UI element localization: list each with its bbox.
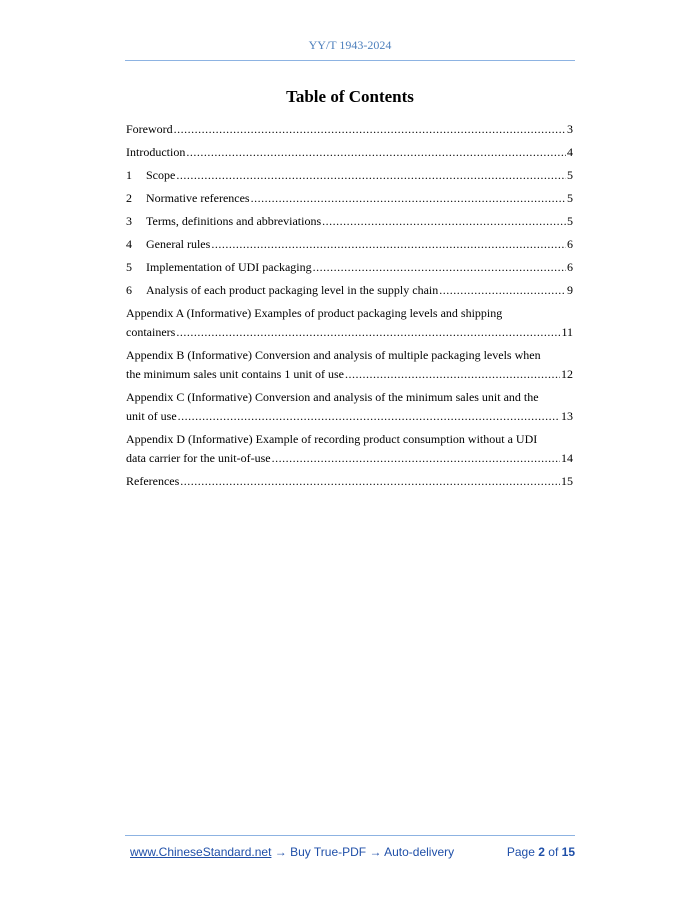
toc-dot-leader <box>251 189 566 208</box>
toc-section-title: data carrier for the unit-of-use <box>126 451 271 465</box>
page-total: 15 <box>561 845 575 859</box>
toc-page-number: 15 <box>561 474 573 488</box>
toc-section-number: 5 <box>126 260 132 274</box>
header-divider <box>125 60 575 61</box>
toc-section-title: Introduction <box>126 145 186 159</box>
toc-section-title: Analysis of each product packaging level in the supply chain <box>146 283 439 297</box>
toc-entry-line <box>126 212 573 231</box>
toc-section-title: the minimum sales unit contains 1 unit of use <box>126 367 344 381</box>
toc-page-number: 11 <box>561 325 573 339</box>
toc-entry-line <box>126 281 573 300</box>
toc-entry[interactable] <box>126 430 573 468</box>
toc-section-number: 3 <box>126 214 132 228</box>
toc-entry-line <box>126 120 573 139</box>
page-indicator <box>507 845 575 859</box>
toc-section-number: 2 <box>126 191 132 205</box>
toc-page-number: 5 <box>567 191 573 205</box>
toc-entry[interactable] <box>126 472 573 491</box>
toc-entry[interactable] <box>126 189 573 208</box>
toc-entry-line <box>126 449 573 468</box>
page-label: Page <box>506 845 535 859</box>
toc-page-number: 12 <box>561 367 573 381</box>
toc-entry[interactable] <box>126 235 573 254</box>
toc-section-title: General rules <box>146 237 211 251</box>
website-link[interactable]: www.ChineseStandard.net <box>130 845 272 859</box>
toc-entry-line <box>126 472 573 491</box>
toc-page-number: 4 <box>567 145 573 159</box>
toc-entry[interactable] <box>126 258 573 277</box>
toc-section-number: 4 <box>126 237 132 251</box>
toc-dot-leader <box>272 449 560 468</box>
toc-entry-title-line: Appendix C (Informative) Conversion and analysis of the minimum sales unit and the <box>126 390 539 404</box>
toc-page-number: 6 <box>567 237 573 251</box>
toc-entry[interactable] <box>126 120 573 139</box>
page-of: of <box>548 845 559 859</box>
toc-dot-leader <box>178 407 560 426</box>
page-footer <box>130 845 575 859</box>
toc-section-title: containers <box>126 325 176 339</box>
toc-entry-title-line: Appendix B (Informative) Conversion and analysis of multiple packaging levels when <box>126 348 541 362</box>
toc-dot-leader <box>180 472 560 491</box>
toc-entry-title-line: Appendix A (Informative) Examples of product packaging levels and shipping <box>126 306 503 320</box>
toc-section-title: References <box>126 474 180 488</box>
toc-dot-leader <box>176 323 560 342</box>
toc-section-title: Implementation of UDI packaging <box>146 260 312 274</box>
toc-dot-leader <box>186 143 566 162</box>
toc-entry-line <box>126 258 573 277</box>
page-title: Table of Contents <box>286 87 414 106</box>
toc-page-number: 9 <box>567 283 573 297</box>
footer-promo <box>130 845 454 859</box>
toc-section-number: 6 <box>126 283 132 297</box>
toc-entry-line <box>126 323 573 342</box>
toc-page-number: 3 <box>567 122 573 136</box>
toc-page-number: 5 <box>567 168 573 182</box>
page-current: 2 <box>538 845 545 859</box>
toc-entry[interactable] <box>126 388 573 426</box>
toc-entry[interactable] <box>126 304 573 342</box>
toc-page-number: 5 <box>567 214 573 228</box>
toc-entry-line <box>126 365 573 384</box>
toc-dot-leader <box>176 166 566 185</box>
toc-entry-line <box>126 407 573 426</box>
toc-section-title: Normative references <box>146 191 250 205</box>
toc-dot-leader <box>345 365 560 384</box>
toc-entry[interactable] <box>126 346 573 384</box>
table-of-contents <box>126 120 573 495</box>
toc-dot-leader <box>211 235 566 254</box>
toc-dot-leader <box>174 120 566 139</box>
toc-section-title: Foreword <box>126 122 173 136</box>
toc-dot-leader <box>322 212 566 231</box>
toc-entry-line <box>126 235 573 254</box>
toc-entry-title-line: Appendix D (Informative) Example of recording product consumption without a UDI <box>126 432 538 446</box>
toc-section-title: Scope <box>146 168 176 182</box>
toc-entry[interactable] <box>126 281 573 300</box>
toc-page-number: 13 <box>561 409 573 423</box>
toc-section-number: 1 <box>126 168 132 182</box>
toc-entry[interactable] <box>126 166 573 185</box>
toc-entry[interactable] <box>126 212 573 231</box>
document-header: YY/T 1943-2024 <box>308 38 392 52</box>
footer-divider <box>125 835 575 836</box>
toc-page-number: 6 <box>567 260 573 274</box>
toc-entry-line <box>126 143 573 162</box>
toc-page-number: 14 <box>561 451 573 465</box>
toc-entry-line <box>126 166 573 185</box>
toc-dot-leader <box>439 281 566 300</box>
toc-entry[interactable] <box>126 143 573 162</box>
toc-dot-leader <box>313 258 566 277</box>
footer-tagline: → Buy True-PDF → Auto-delivery <box>271 845 455 859</box>
toc-entry-line <box>126 189 573 208</box>
toc-section-title: unit of use <box>126 409 177 423</box>
toc-section-title: Terms, definitions and abbreviations <box>146 214 322 228</box>
